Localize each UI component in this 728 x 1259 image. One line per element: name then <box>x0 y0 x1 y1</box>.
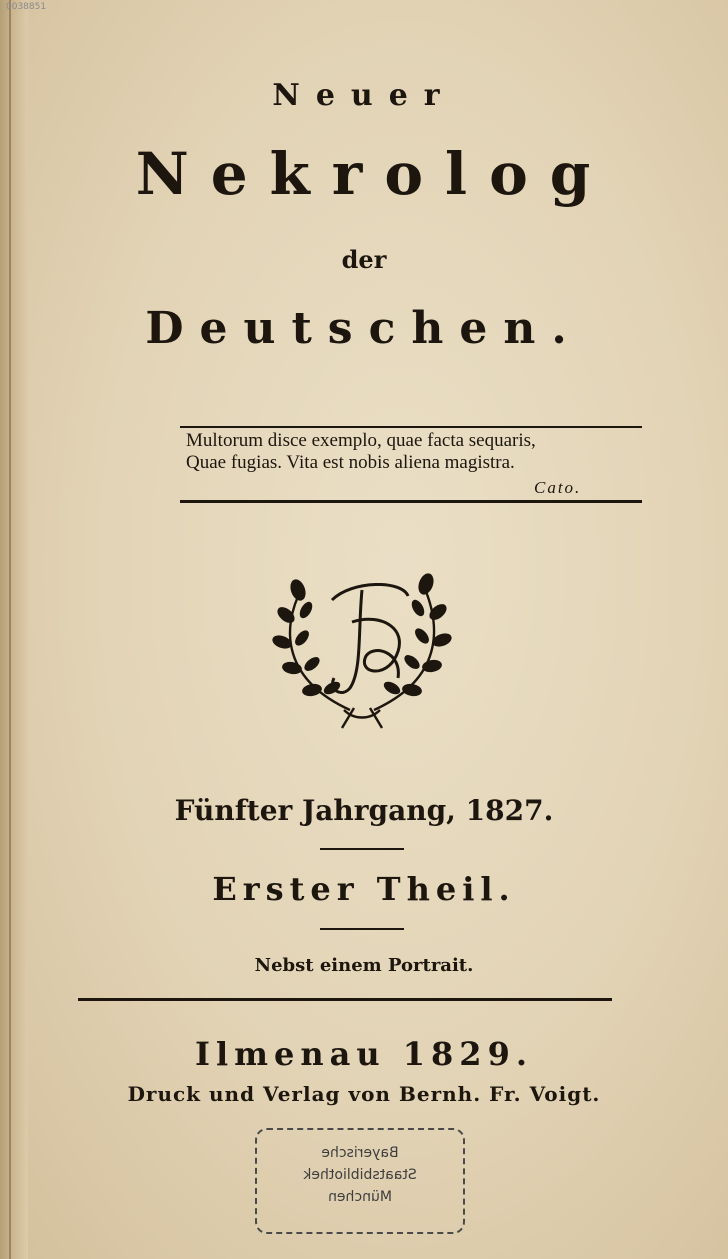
title-der: der <box>341 245 387 274</box>
part-title: Erster Theil. <box>212 870 516 908</box>
part-rule <box>320 928 404 930</box>
motto-line-2: Quae fugias. Vita est nobis aliena magistra. <box>186 452 515 473</box>
stamp-text <box>257 1142 463 1208</box>
motto-author: Cato. <box>534 478 582 497</box>
imprint-place: Ilmenau 1829. <box>195 1035 533 1073</box>
imprint-printer: Druck und Verlag von Bernh. Fr. Voigt. <box>127 1082 601 1106</box>
motto-line-1: Multorum disce exemplo, quae facta sequaris, <box>186 430 536 451</box>
title-neuer: Neuer <box>272 78 456 113</box>
motto-top-rule <box>180 426 642 428</box>
wreath-monogram-icon <box>262 560 462 740</box>
motto-bottom-rule <box>180 500 642 503</box>
title-nekrolog: Nekrolog <box>135 140 613 208</box>
volume-year: Fünfter Jahrgang, 1827. <box>174 794 554 827</box>
title-deutschen: Deutschen. <box>145 303 583 354</box>
library-stamp-icon <box>255 1128 465 1234</box>
stamp-line-1: Bayerische <box>321 1145 399 1161</box>
stamp-line-2: Staatsbibliothek <box>303 1167 417 1183</box>
motto-block <box>186 430 638 474</box>
year-rule <box>320 848 404 850</box>
portrait-note: Nebst einem Portrait. <box>254 955 474 976</box>
scan-id: 0038851 <box>6 2 47 12</box>
stamp-line-3: München <box>328 1189 392 1205</box>
imprint-rule <box>78 998 612 1001</box>
